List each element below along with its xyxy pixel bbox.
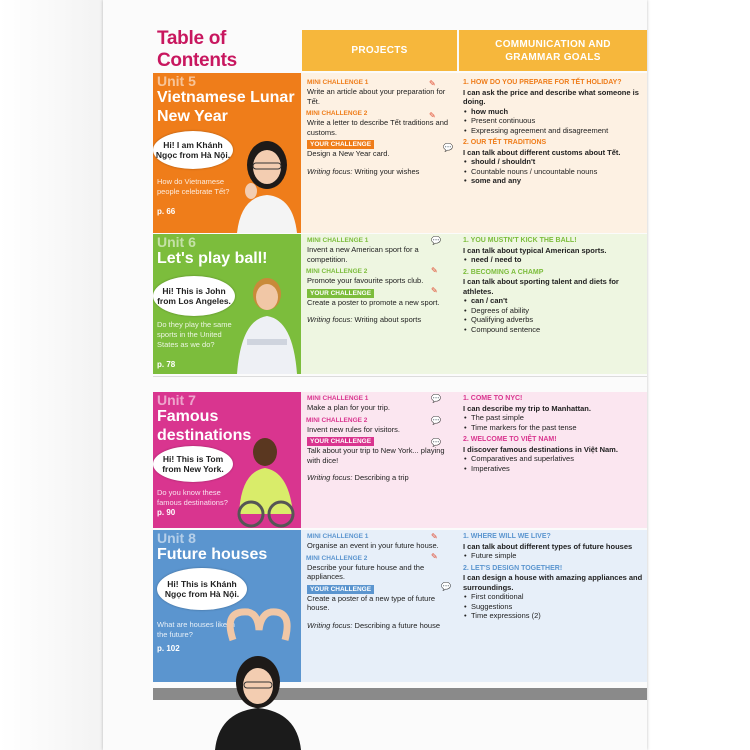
goal-section-1-main: I can describe my trip to Manhattan.: [463, 403, 591, 413]
goals-cell: [459, 392, 647, 528]
toc-page: [103, 0, 647, 750]
column-header-goals: [459, 30, 647, 71]
mini-challenge-1-label: MINI CHALLENGE 1: [307, 533, 369, 540]
unit-row-6: [153, 234, 647, 374]
writing-focus: [303, 473, 457, 483]
goal-item: • how much: [459, 107, 647, 117]
pencil-icon: ✎: [431, 532, 438, 541]
mini-challenge-2-text: Invent new rules for visitors.: [307, 424, 400, 434]
goal-item: • The past simple: [459, 413, 647, 423]
goal-item: • Comparatives and superlatives: [459, 454, 647, 464]
mini-challenge-2-label: MINI CHALLENGE 2: [306, 416, 368, 424]
page-reference: p. 66: [157, 207, 176, 216]
your-challenge-label: YOUR CHALLENGE: [307, 289, 374, 298]
writing-focus: [303, 621, 457, 631]
goals-cell: [459, 234, 647, 374]
writing-focus-text: Describing a trip: [354, 473, 409, 482]
unit-question: How do Vietnamese people celebrate Tết?: [157, 177, 230, 196]
writing-focus-label: Writing focus:: [307, 166, 353, 176]
mini-challenge-2-text: Describe your future house and the appliances.: [307, 562, 425, 581]
your-challenge-text: Design a New Year card.: [307, 149, 390, 158]
speech-icon: 💬: [431, 394, 441, 403]
unit-label: Unit 8: [157, 530, 196, 546]
goal-section-2-title: 2. BECOMING A CHAMP: [463, 268, 544, 276]
unit-title: Let's play ball!: [157, 250, 268, 267]
goal-item: • Time expressions (2): [459, 611, 647, 621]
unit-title: Future houses: [157, 546, 268, 563]
mini-challenge-1-text: Make a plan for your trip.: [307, 403, 390, 412]
unit-7-banner: [153, 392, 301, 528]
page-reference: p. 102: [157, 644, 180, 653]
goal-item: • Expressing agreement and disagreement: [459, 126, 647, 136]
student-photo: [231, 135, 301, 233]
goal-item: • Time markers for the past tense: [459, 423, 647, 433]
book-cover-edge: [0, 0, 103, 750]
goal-item: • Countable nouns / uncountable nouns: [459, 167, 647, 177]
column-header-projects: PROJECTS: [302, 30, 457, 71]
unit-5-banner: [153, 73, 301, 233]
speech-bubble: Hi! This is Tom from New York.: [153, 446, 233, 482]
unit-row-5: [153, 73, 647, 233]
your-challenge-text: Create a poster to promote a new sport.: [307, 297, 440, 307]
goal-section-2-main: I discover famous destinations in Việt Nam.: [463, 444, 618, 454]
speech-bubble: Hi! I am Khánh Ngọc from Hà Nội.: [153, 131, 233, 169]
mini-challenge-2-text: Promote your favourite sports club.: [307, 276, 424, 285]
projects-cell: [303, 73, 457, 233]
unit-title: Vietnamese Lunar New Year: [157, 89, 295, 125]
goal-section-1-title: 1. YOU MUSTN'T KICK THE BALL!: [463, 237, 577, 244]
goal-item: • should / shouldn't: [459, 157, 647, 167]
page-title-line2: Contents: [157, 50, 237, 71]
goal-section-1-title: 1. WHERE WILL WE LIVE?: [463, 533, 551, 540]
writing-focus: [303, 167, 457, 177]
page-reference: p. 78: [157, 360, 176, 369]
writing-focus-label: Writing focus:: [307, 620, 353, 630]
goal-section-2-title: 2. WELCOME TO VIỆT NAM!: [463, 436, 557, 443]
goals-header-line2: GRAMMAR GOALS: [505, 51, 601, 63]
unit-label: Unit 7: [157, 392, 196, 408]
goal-item: • Qualifying adverbs: [459, 315, 647, 325]
mini-challenge-2-label: MINI CHALLENGE 2: [306, 268, 368, 275]
goal-section-1-main: I can talk about different types of future houses: [463, 541, 633, 551]
writing-focus: [303, 315, 457, 325]
goal-section-1-main: I can talk about typical American sports.: [463, 245, 607, 255]
pencil-icon: ✎: [431, 552, 438, 561]
row-gap: [153, 376, 647, 377]
goal-section-2-main: I can talk about sporting talent and diets for athletes.: [463, 277, 619, 296]
your-challenge-label: YOUR CHALLENGE: [307, 585, 374, 594]
goal-item: • First conditional: [459, 592, 647, 602]
projects-cell: [303, 234, 457, 374]
pencil-icon: ✎: [429, 111, 436, 120]
writing-focus-label: Writing focus:: [307, 473, 353, 482]
mini-challenge-1-label: MINI CHALLENGE 1: [307, 237, 369, 244]
projects-cell: [303, 530, 457, 682]
mini-challenge-1-text: Write an article about your preparation for Tết.: [307, 87, 446, 106]
your-challenge-label: YOUR CHALLENGE: [307, 140, 374, 149]
your-challenge-text: Talk about your trip to New York... playing with dice!: [307, 446, 445, 465]
speech-icon: 💬: [441, 582, 451, 591]
goal-item: • Future simple: [459, 551, 647, 561]
writing-focus-text: Describing a future house: [354, 620, 440, 630]
student-photo-heart: [193, 600, 323, 750]
goals-cell: [459, 73, 647, 233]
student-photo: [235, 434, 297, 528]
your-challenge-text: Create a poster of a new type of future house.: [307, 593, 435, 612]
unit-label: Unit 6: [157, 234, 196, 250]
goal-section-2-title: 2. LET'S DESIGN TOGETHER!: [463, 564, 563, 572]
mini-challenge-1-label: MINI CHALLENGE 1: [307, 395, 369, 402]
pencil-icon: ✎: [429, 79, 436, 88]
goal-item: • need / need to: [459, 255, 647, 265]
speech-icon: 💬: [431, 236, 441, 245]
your-challenge-label: YOUR CHALLENGE: [307, 437, 374, 446]
writing-focus-text: Writing about sports: [354, 315, 422, 324]
speech-bubble: Hi! This is John from Los Angeles.: [153, 276, 235, 316]
speech-icon: 💬: [443, 143, 453, 152]
goal-section-1-title: 1. COME TO NYC!: [463, 395, 523, 402]
speech-icon: 💬: [431, 438, 441, 447]
unit-6-banner: [153, 234, 301, 374]
goal-section-1-title: 1. HOW DO YOU PREPARE FOR TẾT HOLIDAY?: [463, 79, 622, 86]
unit-question: What are houses like in the future?: [157, 620, 235, 639]
goal-item: • can / can't: [459, 296, 647, 306]
goals-header-line1: COMMUNICATION AND: [495, 38, 611, 50]
unit-title: Famous destinations: [157, 408, 252, 444]
mini-challenge-1-label: MINI CHALLENGE 1: [307, 79, 369, 86]
unit-question: Do they play the same sports in the United States as we do?: [157, 320, 232, 349]
unit-question: Do you know these famous destinations?: [157, 488, 228, 507]
goal-item: • Degrees of ability: [459, 306, 647, 316]
page-title-line1: Table of: [157, 28, 227, 49]
goal-section-2-main: I can talk about different customs about Tết.: [463, 147, 621, 157]
pencil-icon: ✎: [431, 266, 438, 275]
student-photo: [233, 272, 301, 374]
goal-item: • Imperatives: [459, 464, 647, 474]
mini-challenge-1-text: Invent a new American sport for a competition.: [307, 245, 419, 264]
writing-focus-label: Writing focus:: [307, 315, 353, 324]
page-reference: p. 90: [157, 508, 176, 517]
pencil-icon: ✎: [431, 286, 438, 295]
speech-icon: 💬: [431, 416, 441, 425]
goal-item: • Suggestions: [459, 602, 647, 612]
goals-cell: [459, 530, 647, 682]
mini-challenge-2-text: Write a letter to describe Tết traditions and customs.: [307, 118, 449, 137]
unit-label: Unit 5: [157, 73, 196, 89]
speech-bubble: Hi! This is Khánh Ngọc from Hà Nội.: [157, 568, 247, 610]
goal-section-2-main: I can design a house with amazing appliances and surroundings.: [463, 573, 643, 592]
mini-challenge-2-label: MINI CHALLENGE 2: [306, 110, 368, 117]
projects-cell: [303, 392, 457, 528]
goal-section-2-title: 2. OUR TẾT TRADITIONS: [463, 139, 547, 146]
writing-focus-text: Writing your wishes: [354, 166, 420, 176]
mini-challenge-2-label: MINI CHALLENGE 2: [306, 554, 368, 562]
goal-item: • some and any: [459, 176, 647, 186]
goal-item: • Present continuous: [459, 116, 647, 126]
page-title: [157, 28, 237, 72]
unit-row-7: [153, 392, 647, 528]
goal-section-1-main: I can ask the price and describe what someone is doing.: [463, 87, 639, 106]
goal-item: • Compound sentence: [459, 325, 647, 335]
mini-challenge-1-text: Organise an event in your future house.: [307, 541, 439, 550]
